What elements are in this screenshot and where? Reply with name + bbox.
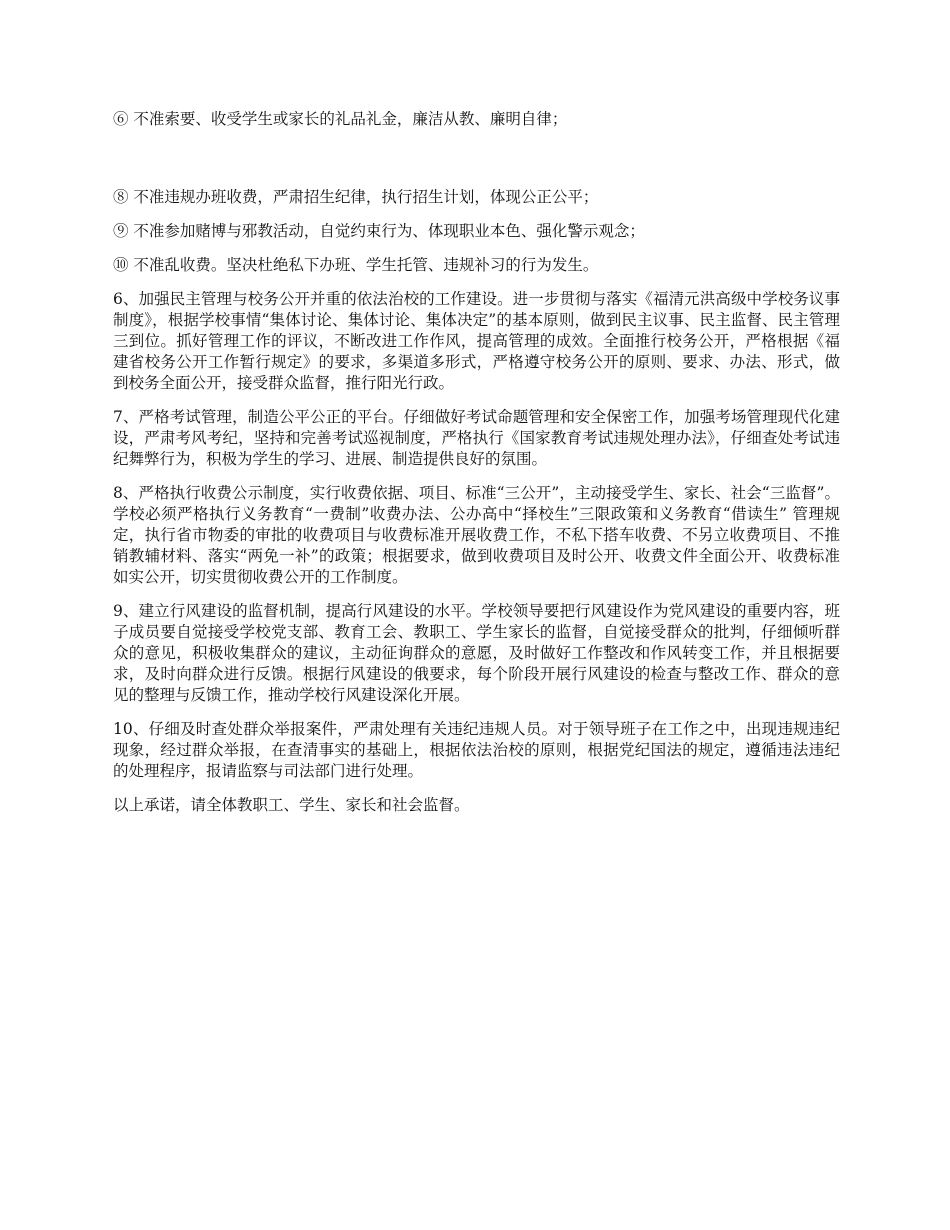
item-6: ⑥ 不准索要、收受学生或家长的礼品礼金，廉洁从教、廉明自律； <box>113 110 568 128</box>
section-6-paragraph: 6、加强民主管理与校务公开并重的依法治校的工作建设。进一步贯彻与落实《福清元洪高级中学校务议事制度》，根据学校事情“集体讨论、集体讨论、集体决定”的基本原则，做到民主议事、民主监督、民主管理三到位。抓好管理工作的评议，不断改进工作作风，提高管理的成效。全面推行校务公开，严格根据《福建省校务公开工作暂行规定》的要求，多渠道多形式，严格遵守校务公开的原则、要求、办法、形式，做到校务全面公开，接受群众监督，推行阳光行政。 <box>113 290 840 392</box>
section-9-paragraph: 9、建立行风建设的监督机制，提高行风建设的水平。学校领导要把行风建设作为党风建设的重要内容，班子成员要自觉接受学校党支部、教育工会、教职工、学生家长的监督，自觉接受群众的批判，仔细倾听群众的意见，积极收集群众的建议，主动征询群众的意愿，及时做好工作整改和作风转变工作，并且根据要求，及时向群众进行反馈。根据行风建设的俄要求，每个阶段开展行风建设的检查与整改工作、群众的意见的整理与反馈工作，推动学校行风建设深化开展。 <box>113 602 840 704</box>
blank-gap <box>113 143 840 187</box>
section-10-paragraph: 10、仔细及时查处群众举报案件，严肃处理有关违纪违规人员。对于领导班子在工作之中，出现违规违纪现象，经过群众举报，在查清事实的基础上，根据依法治校的原则，根据党纪国法的规定，遵循违法违纪的处理程序，报请监察与司法部门进行处理。 <box>113 720 840 780</box>
item-9: ⑨ 不准参加赌博与邪教活动，自觉约束行为、体现职业本色、强化警示观念； <box>113 222 645 240</box>
section-7-paragraph: 7、严格考试管理，制造公平公正的平台。仔细做好考试命题管理和安全保密工作，加强考场管理现代化建设，严肃考风考纪，坚持和完善考试巡视制度，严格执行《国家教育考试违规处理办法》，仔细查处考试违纪舞弊行为，积极为学生的学习、进展、制造提供良好的氛围。 <box>113 408 840 468</box>
section-8-paragraph: 8、严格执行收费公示制度，实行收费依据、项目、标准“三公开”，主动接受学生、家长、社会“三监督”。 学校必须严格执行义务教育“一费制”收费办法、公办高中“择校生”三限政策和义务教育“借读生” 管理规定，执行省市物委的审批的收费项目与收费标准开展收费工作，不私下搭车收费、不另立收费项目、不推销教辅材料、落实“两免一补”的政策；根据要求，做到收费项目及时公开、收费文件全面公开、收费标准如实公开，切实贯彻收费公开的工作制度。 <box>113 484 840 586</box>
item-10: ⑩ 不准乱收费。坚决杜绝私下办班、学生托管、违规补习的行为发生。 <box>113 256 599 274</box>
document-body <box>113 109 840 829</box>
closing-statement: 以上承诺，请全体教职工、学生、家长和社会监督。 <box>113 796 470 814</box>
item-8: ⑧ 不准违规办班收费，严肃招生纪律，执行招生计划，体现公正公平； <box>113 188 599 206</box>
